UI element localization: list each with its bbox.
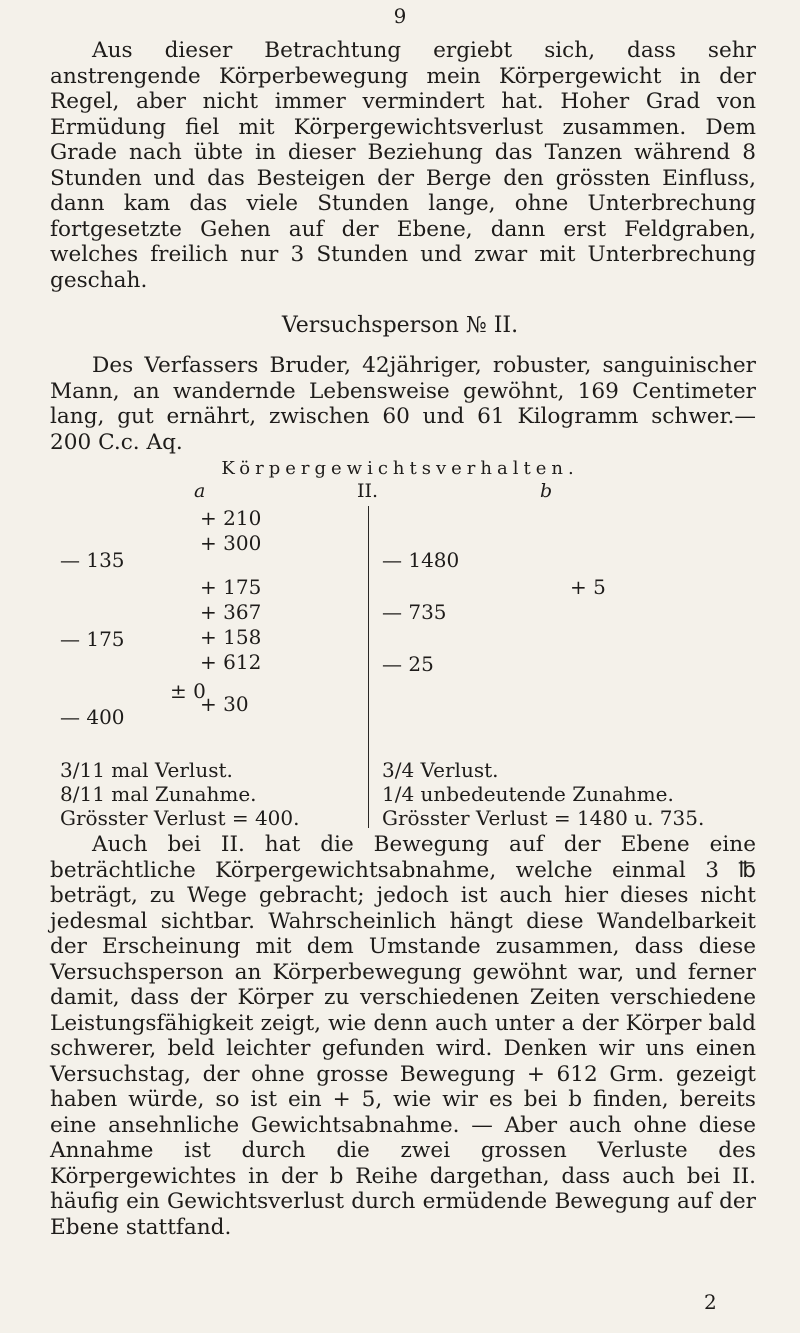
column-label-b: b	[540, 480, 553, 502]
signature-mark: 2	[704, 1290, 717, 1314]
a-plus-value: + 612	[200, 650, 262, 674]
paragraph-intro	[50, 38, 756, 293]
a-minus-value: — 135	[60, 548, 125, 572]
a-plus-value: + 300	[200, 531, 262, 555]
summary-a-line: 3/11 mal Verlust.	[60, 758, 233, 782]
paragraph-intro-text: Aus dieser Betrachtung ergiebt sich, dass sehr anstrengende Körperbewegung mein Körpergewicht in der Regel, aber nicht immer vermindert hat. Hoher Grad von Ermüdung fiel mit Körpergewichtsverlust zusammen. Dem Grade nach übte in dieser Beziehung das Tanzen während 8 Stunden und das Besteigen der Berge den grössten Einfluss, dann kam das viele Stunden lange, ohne Unterbrechung fortgesetzte Gehen auf der Ebene, dann erst Feldgraben, welches freilich nur 3 Stunden und zwar mit Unterbrechung geschah.	[50, 38, 756, 293]
column-label-a: a	[194, 480, 206, 502]
summary-b	[382, 758, 704, 830]
a-plus-value: + 30	[200, 692, 249, 716]
summary-b-line: 3/4 Verlust.	[382, 758, 499, 782]
table-title: Körpergewichtsverhalten.	[221, 458, 579, 479]
summary-b-line: Grösster Verlust = 1480 u. 735.	[382, 806, 705, 830]
a-plus-value: + 210	[200, 506, 262, 530]
a-minus-value: — 400	[60, 705, 125, 729]
a-plus-value: + 367	[200, 600, 262, 624]
paragraph-subject	[50, 353, 756, 455]
summary-a	[60, 758, 299, 830]
a-plus-value: + 158	[200, 625, 262, 649]
b-minus-value: — 735	[382, 600, 447, 624]
column-label-roman: II.	[357, 480, 379, 502]
summary-a-line: Grösster Verlust = 400.	[60, 806, 300, 830]
summary-b-line: 1/4 unbedeutende Zunahme.	[382, 782, 674, 806]
a-minus-value: — 175	[60, 627, 125, 651]
section-heading: Versuchsperson № II.	[281, 313, 519, 338]
b-minus-value: — 25	[382, 652, 434, 676]
summary-a-line: 8/11 mal Zunahme.	[60, 782, 257, 806]
b-minus-value: — 1480	[382, 548, 460, 572]
paragraph-discussion-text: Auch bei II. hat die Bewegung auf der Ebene eine beträchtliche Körpergewichtsabnahme, welche einmal 3 ℔ beträgt, zu Wege gebracht; jedoch ist auch hier dieses nicht jedesmal sichtbar. Wahrscheinlich hängt diese Wandelbarkeit der Erscheinung mit dem Umstande zusammen, dass diese Versuchsperson an Körperbewegung gewöhnt war, und ferner damit, dass der Körper zu verschiedenen Zeiten verschiedene Leistungsfähigkeit zeigt, wie denn auch unter a der Körper bald schwerer, beld leichter gefunden wird. Denken wir uns einen Versuchstag, der ohne grosse Bewegung + 612 Grm. gezeigt haben würde, so ist ein + 5, wie wir es bei b finden, bereits eine ansehnliche Gewichtsabnahme. — Aber auch ohne diese Annahme ist durch die zwei grossen Verluste des Körpergewichtes in der b Reihe dargethan, dass auch bei II. häufig ein Gewichtsverlust durch ermüdende Bewegung auf der Ebene stattfand.	[50, 832, 756, 1240]
paragraph-subject-text: Des Verfassers Bruder, 42jähriger, robuster, sanguinischer Mann, an wandernde Lebensweise gewöhnt, 169 Centimeter lang, gut ernährt, zwischen 60 und 61 Kilogramm schwer.— 200 C.c. Aq.	[50, 353, 756, 455]
page-number: 9	[393, 4, 407, 28]
a-plus-value: + 175	[200, 575, 262, 599]
paragraph-discussion	[50, 832, 756, 1240]
table-divider	[368, 506, 369, 828]
b-plus-value: + 5	[570, 575, 606, 599]
a-zero-value: ± 0	[170, 679, 206, 703]
